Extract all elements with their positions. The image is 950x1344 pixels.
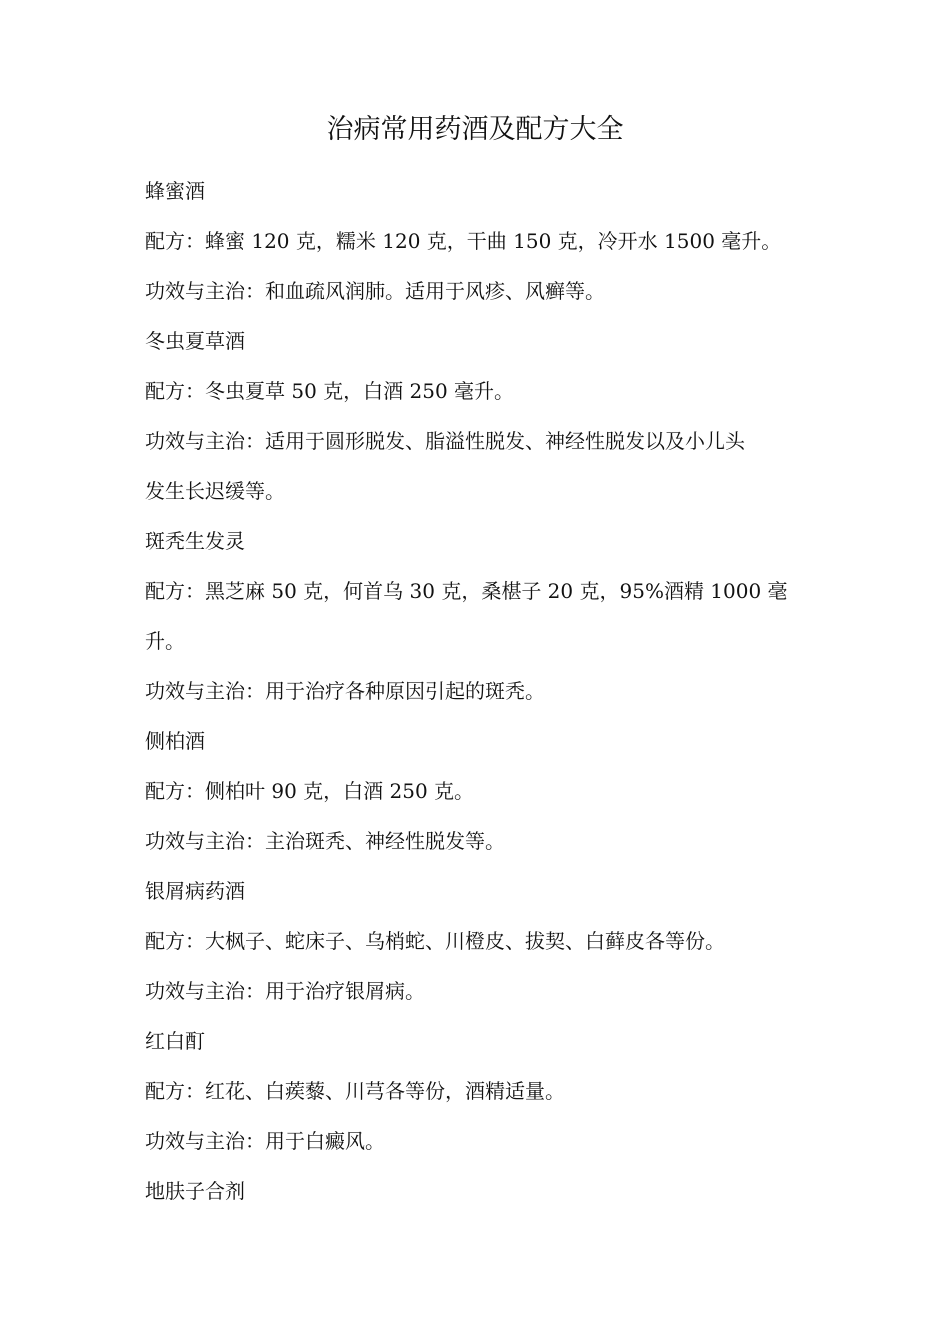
recipe-formula: 配方：侧柏叶 90 克，白酒 250 克。 [145, 779, 475, 803]
recipe-indication: 功效与主治：用于治疗银屑病。 [145, 979, 425, 1003]
recipe-indication: 功效与主治：主治斑秃、神经性脱发等。 [145, 829, 505, 853]
recipe-name: 冬虫夏草酒 [145, 329, 245, 353]
recipe-indication: 功效与主治：适用于圆形脱发、脂溢性脱发、神经性脱发以及小儿头 [145, 429, 745, 453]
recipe-formula: 配方：大枫子、蛇床子、乌梢蛇、川橙皮、拔契、白藓皮各等份。 [145, 929, 725, 953]
recipe-indication: 功效与主治：用于白癜风。 [145, 1129, 385, 1153]
document-title: 治病常用药酒及配方大全 [326, 114, 624, 145]
recipe-formula-continued: 升。 [145, 629, 185, 653]
recipe-name: 银屑病药酒 [145, 879, 245, 903]
recipe-name: 红白酊 [145, 1029, 205, 1053]
recipe-name: 斑秃生发灵 [145, 529, 245, 553]
recipe-indication: 功效与主治：和血疏风润肺。适用于风疹、风癣等。 [145, 279, 605, 303]
recipe-formula: 配方：冬虫夏草 50 克，白酒 250 毫升。 [145, 379, 515, 403]
recipe-name: 蜂蜜酒 [145, 179, 205, 203]
document-body [145, 166, 815, 1216]
recipe-indication: 功效与主治：用于治疗各种原因引起的斑秃。 [145, 679, 545, 703]
recipe-formula: 配方：蜂蜜 120 克，糯米 120 克，干曲 150 克，冷开水 1500 毫升。 [145, 229, 782, 253]
recipe-indication-continued: 发生长迟缓等。 [145, 479, 285, 503]
recipe-formula: 配方：黑芝麻 50 克，何首乌 30 克，桑椹子 20 克，95%酒精 1000 毫 [145, 579, 788, 603]
recipe-formula: 配方：红花、白蒺藜、川芎各等份，酒精适量。 [145, 1079, 565, 1103]
recipe-name: 地肤子合剂 [145, 1179, 245, 1203]
recipe-name: 侧柏酒 [145, 729, 205, 753]
